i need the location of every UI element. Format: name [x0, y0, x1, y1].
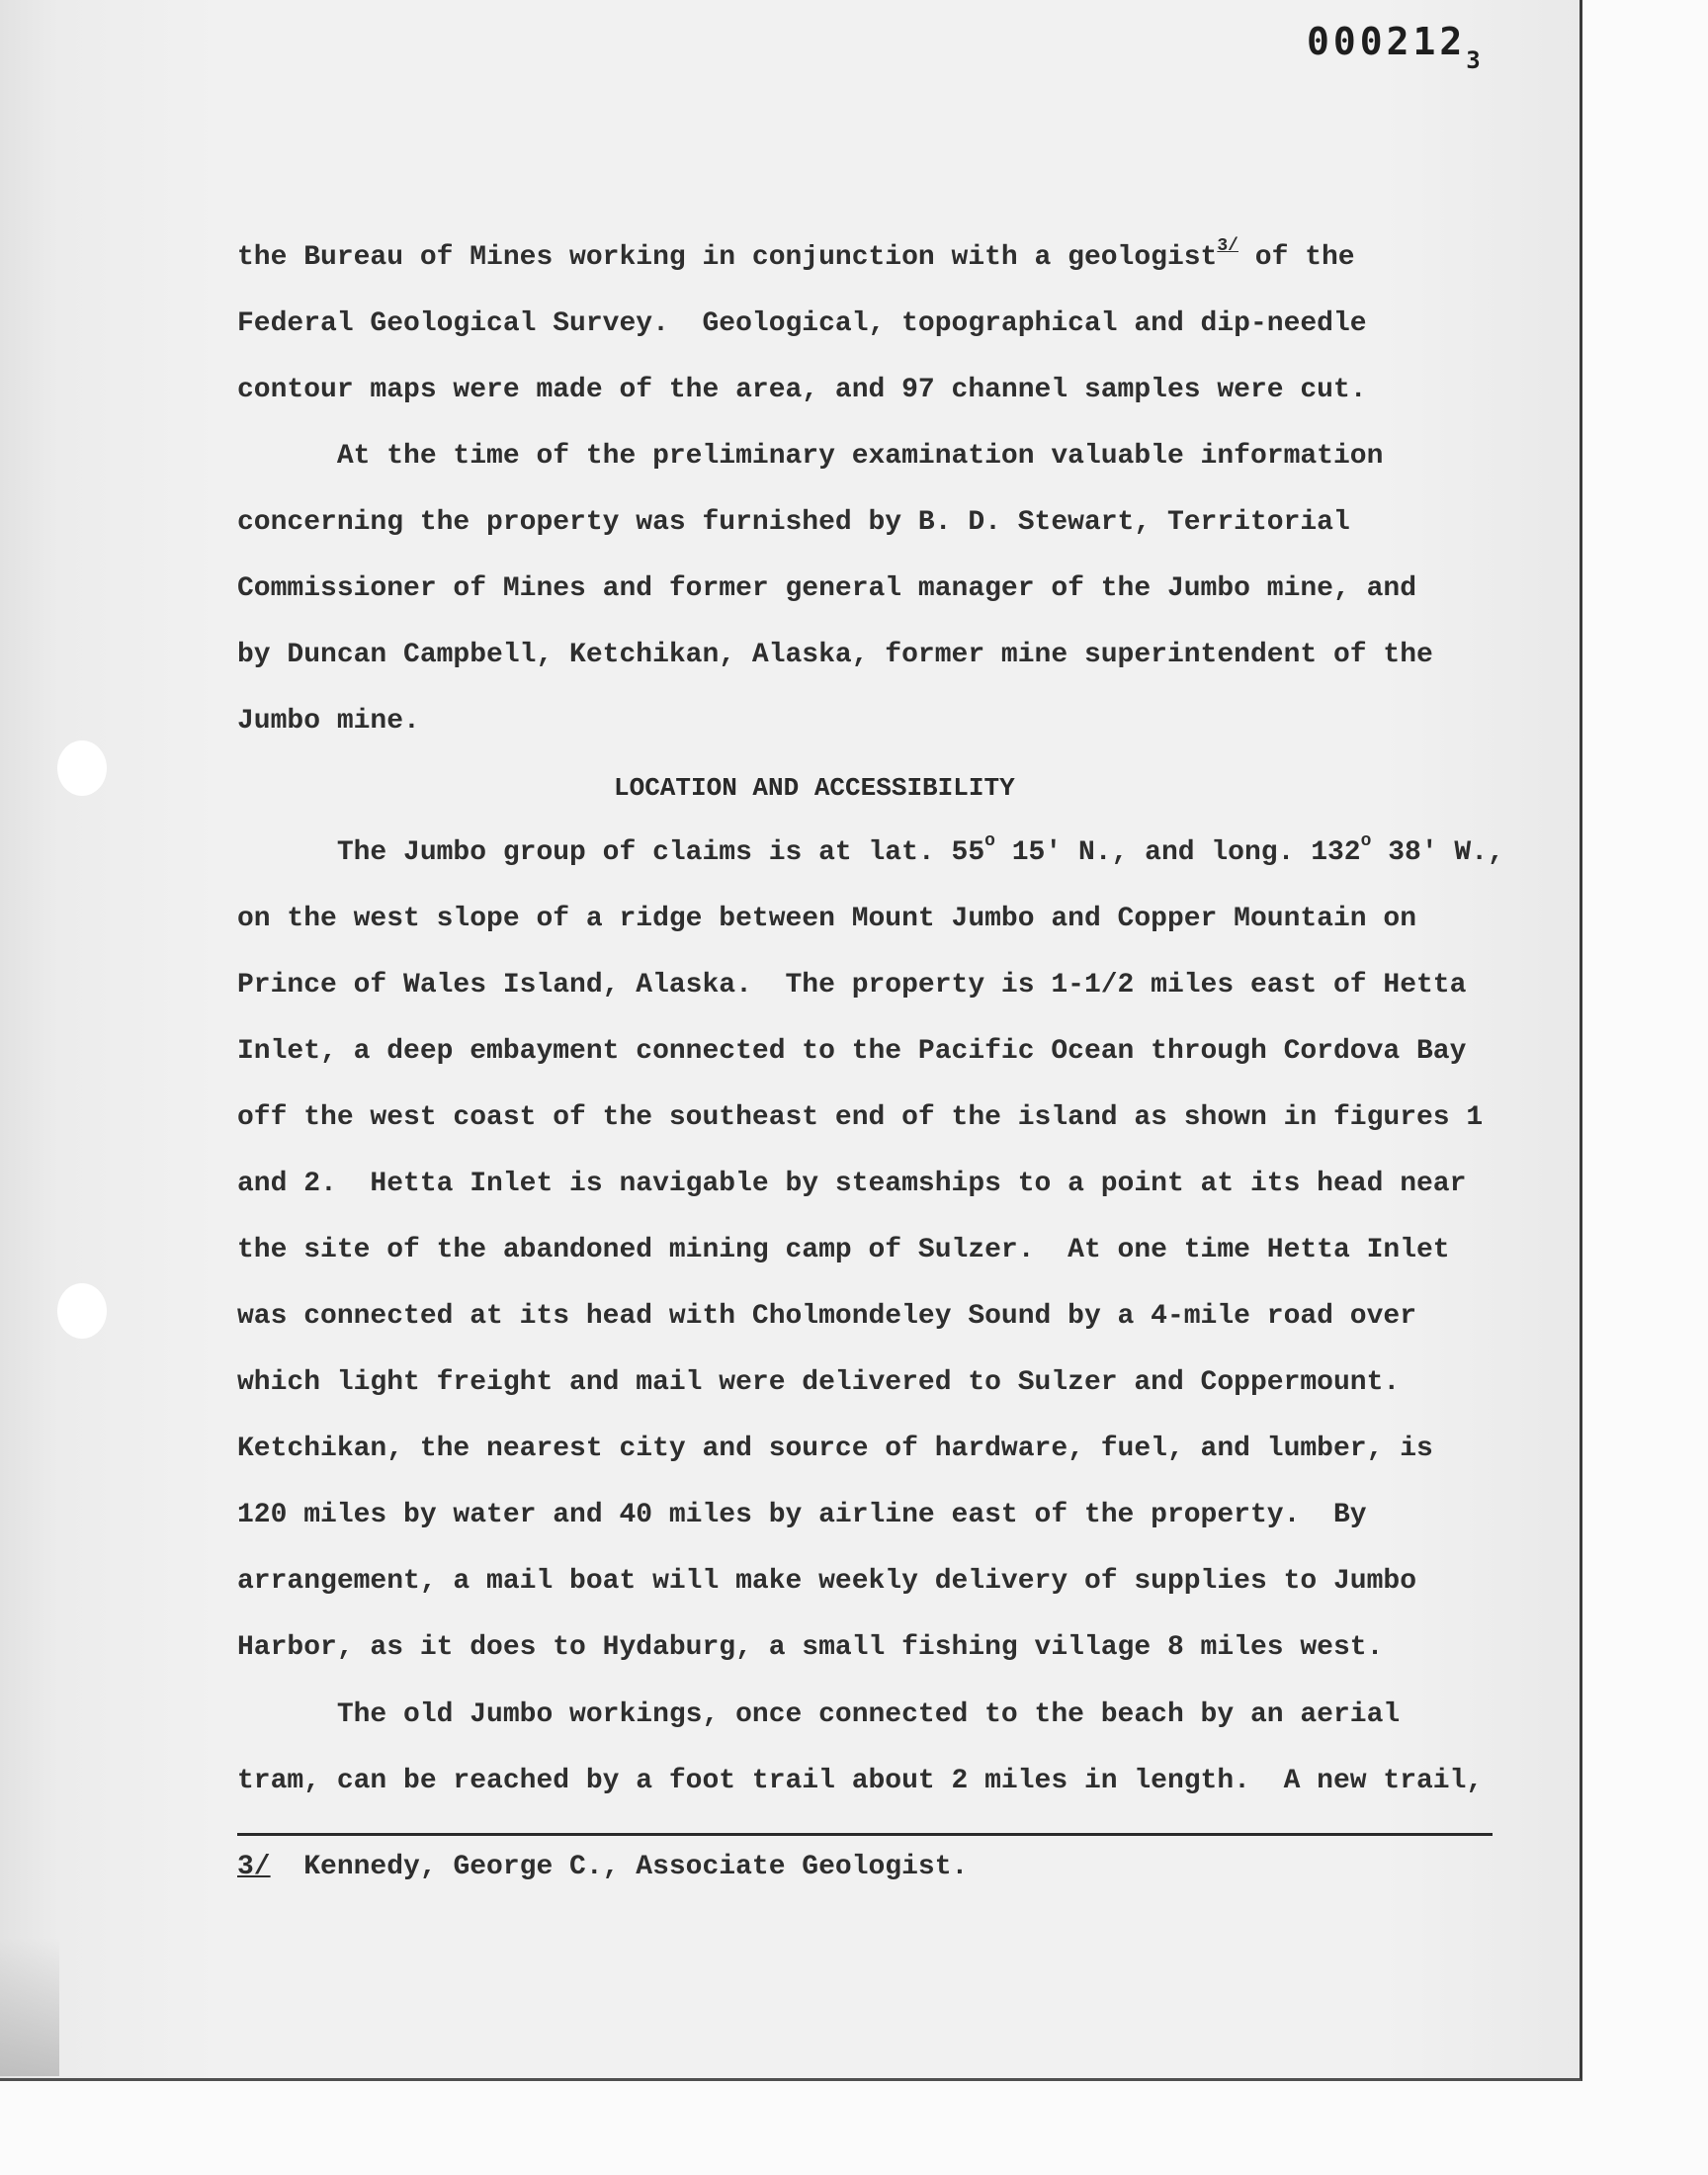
- text-line: and 2. Hetta Inlet is navigable by steamships to a point at its head near: [237, 1169, 1467, 1199]
- text-line: was connected at its head with Cholmondeley Sound by a 4-mile road over: [237, 1301, 1416, 1332]
- text-segment: The Jumbo group of claims is at lat. 55: [237, 837, 985, 868]
- text-line: At the time of the preliminary examination valuable information: [237, 441, 1384, 472]
- text-line: The old Jumbo workings, once connected to the beach by an aerial: [237, 1699, 1401, 1730]
- text-line: [237, 830, 1504, 870]
- text-line: Inlet, a deep embayment connected to the Pacific Ocean through Cordova Bay: [237, 1036, 1467, 1067]
- degree-symbol: o: [984, 830, 995, 851]
- text-segment: 38' W.,: [1371, 837, 1504, 868]
- text-line: which light freight and mail were delivered to Sulzer and Coppermount.: [237, 1367, 1401, 1398]
- punch-hole-lower: [57, 1283, 107, 1339]
- text-line: contour maps were made of the area, and 97 channel samples were cut.: [237, 375, 1367, 405]
- text-line: by Duncan Campbell, Ketchikan, Alaska, former mine superintendent of the: [237, 640, 1433, 670]
- text-line: Jumbo mine.: [237, 706, 420, 737]
- text-line: arrangement, a mail boat will make weekly delivery of supplies to Jumbo: [237, 1566, 1416, 1597]
- text-line: tram, can be reached by a foot trail about 2 miles in length. A new trail,: [237, 1766, 1484, 1796]
- page-number-subscript: 3: [1466, 46, 1481, 74]
- text-segment: of the: [1238, 242, 1355, 273]
- text-line: [237, 235, 1355, 275]
- text-segment: 15' N., and long. 132: [994, 837, 1361, 868]
- text-line: Ketchikan, the nearest city and source of hardware, fuel, and lumber, is: [237, 1434, 1433, 1464]
- section-heading: LOCATION AND ACCESSIBILITY: [614, 773, 1015, 803]
- footnote-text: Kennedy, George C., Associate Geologist.: [270, 1852, 969, 1882]
- footnote-marker: 3/: [237, 1852, 271, 1882]
- text-line: 120 miles by water and 40 miles by airline east of the property. By: [237, 1500, 1367, 1530]
- degree-symbol: o: [1360, 830, 1372, 851]
- text-line: Federal Geological Survey. Geological, topographical and dip-needle: [237, 308, 1367, 339]
- punch-hole-upper: [57, 740, 107, 796]
- text-line: on the west slope of a ridge between Mount Jumbo and Copper Mountain on: [237, 904, 1416, 934]
- page-corner-shadow: [0, 1938, 59, 2076]
- footnote-separator-rule: [237, 1833, 1493, 1836]
- footnote: [237, 1851, 968, 1884]
- text-line: off the west coast of the southeast end of the island as shown in figures 1: [237, 1102, 1484, 1133]
- text-line: the site of the abandoned mining camp of Sulzer. At one time Hetta Inlet: [237, 1235, 1450, 1265]
- text-line: concerning the property was furnished by B. D. Stewart, Territorial: [237, 507, 1350, 538]
- text-line: Harbor, as it does to Hydaburg, a small fishing village 8 miles west.: [237, 1632, 1384, 1663]
- text-line: Commissioner of Mines and former general manager of the Jumbo mine, and: [237, 573, 1416, 604]
- footnote-reference: 3/: [1217, 235, 1238, 256]
- page-number: [1307, 20, 1481, 74]
- page-number-main: 000212: [1307, 20, 1467, 63]
- text-segment: the Bureau of Mines working in conjunction with a geologist: [237, 242, 1218, 273]
- text-line: Prince of Wales Island, Alaska. The property is 1-1/2 miles east of Hetta: [237, 970, 1467, 1000]
